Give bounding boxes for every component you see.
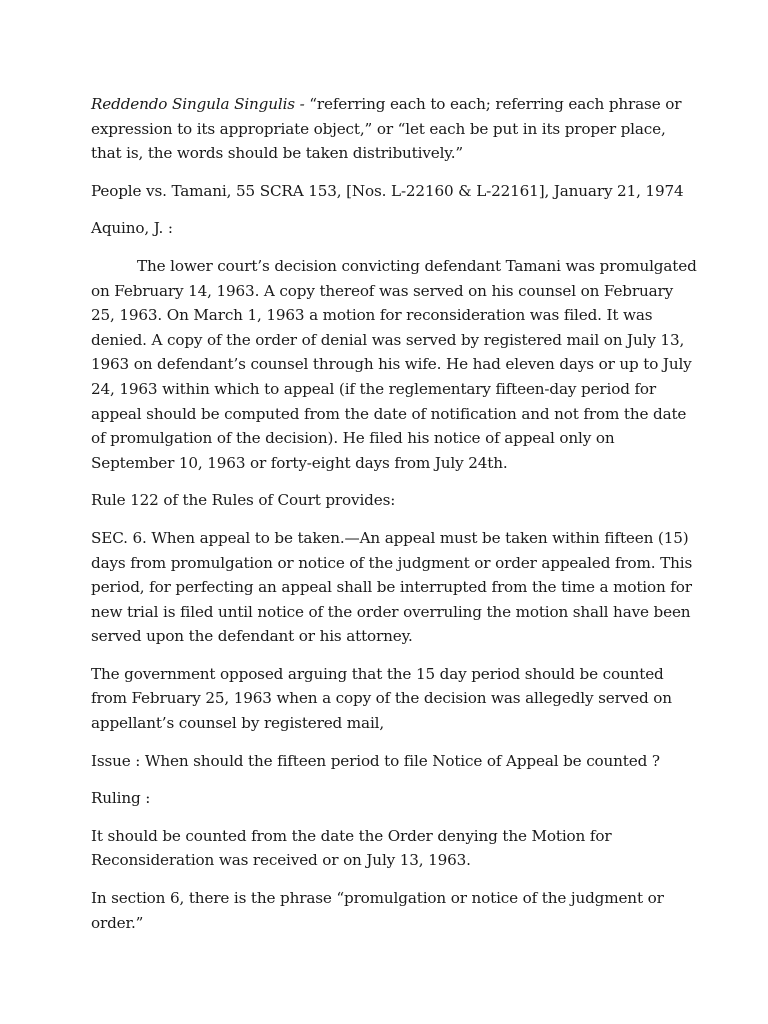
ruling-heading: Ruling : <box>91 789 151 808</box>
rule-intro: Rule 122 of the Rules of Court provides: <box>91 491 396 510</box>
latin-term: Reddendo Singula Singulis - <box>91 95 305 113</box>
issue-paragraph: Issue : When should the fifteen period to file Notice of Appeal be counted ? <box>91 751 660 770</box>
facts-paragraph: The lower court’s decision convicting defendant Tamani was promulgated on February 14, 1963. A copy thereof was served on his counsel on February 25, 1963. On March 1, 1963 a motion for reconsideration was filed. It was denied. A copy of the order of denial was served by registered mail on July 13, 1963 on defendant’s counsel through his wife. He had eleven days or up to July 24, 1963 within which to appeal (if the reglementary fifteen-day period for appeal should be computed from the date of notification and not from the date of promulgation of the decision). He filed his notice of appeal only on September 10, 1963 or forty-eight days from July 24th. <box>91 256 697 472</box>
section-note: In section 6, there is the phrase “promulgation or notice of the judgment or order.” <box>91 889 664 932</box>
rule-text: SEC. 6. When appeal to be taken.—An appeal must be taken within fifteen (15) days from promulgation or notice of the judgment or order appealed from. This period, for perfecting an appeal shall be interrupted from the time a motion for new trial is filed until notice of the order overruling the motion shall have been served upon the defendant or his attorney. <box>91 528 693 646</box>
government-argument: The government opposed arguing that the 15 day period should be counted from February 25, 1963 when a copy of the decision was allegedly served on appellant’s counsel by registered mail, <box>91 664 672 733</box>
ponente: Aquino, J. : <box>91 219 173 238</box>
ruling-text: It should be counted from the date the Order denying the Motion for Reconsideration was received or on July 13, 1963. <box>91 826 612 870</box>
definition-paragraph <box>91 92 698 166</box>
case-citation: People vs. Tamani, 55 SCRA 153, [Nos. L-22160 & L-22161], January 21, 1974 <box>91 181 684 200</box>
definition-meaning: “referring each to each; referring each phrase or expression to its appropriate object,” or “let each be put in its proper place, that is, the words should be taken distributively.” <box>91 95 682 163</box>
